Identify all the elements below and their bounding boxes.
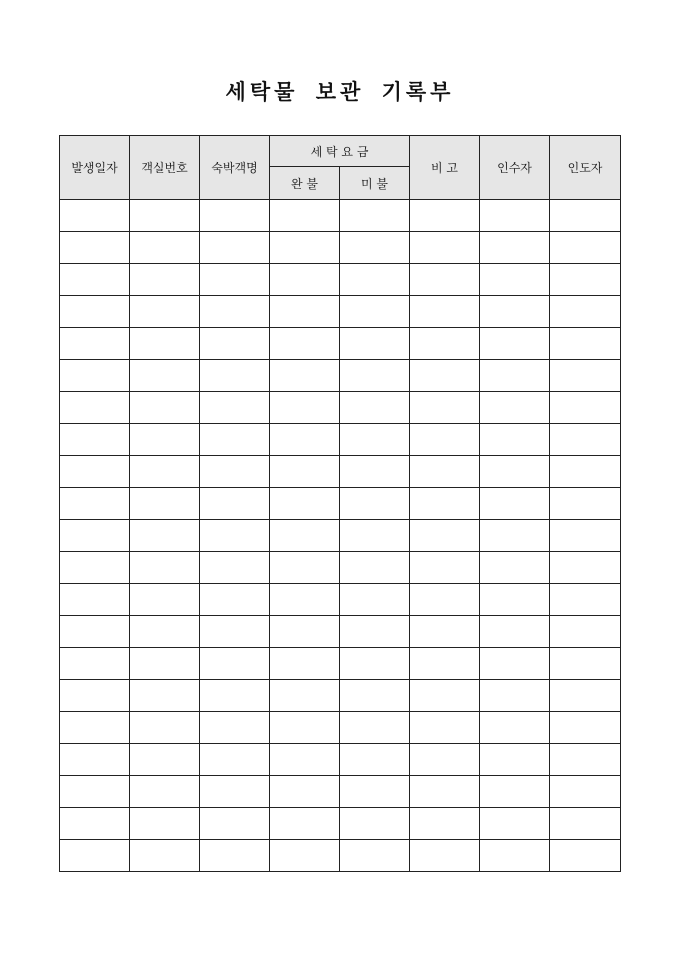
cell-deliverer[interactable] — [550, 424, 621, 456]
cell-fee-unpaid[interactable] — [340, 264, 410, 296]
cell-receiver[interactable] — [480, 616, 550, 648]
cell-receiver[interactable] — [480, 328, 550, 360]
cell-fee-unpaid[interactable] — [340, 616, 410, 648]
cell-fee-unpaid[interactable] — [340, 424, 410, 456]
cell-receiver[interactable] — [480, 232, 550, 264]
document-title: 세탁물 보관 기록부 — [225, 79, 455, 104]
cell-room-number[interactable] — [130, 200, 200, 232]
cell-receiver[interactable] — [480, 456, 550, 488]
cell-room-number[interactable] — [130, 808, 200, 840]
cell-fee-paid[interactable] — [270, 200, 340, 232]
cell-deliverer[interactable] — [550, 520, 621, 552]
cell-fee-paid[interactable] — [270, 744, 340, 776]
cell-date[interactable] — [60, 328, 130, 360]
cell-room-number[interactable] — [130, 424, 200, 456]
cell-remarks[interactable] — [410, 744, 480, 776]
cell-fee-paid[interactable] — [270, 328, 340, 360]
cell-date[interactable] — [60, 680, 130, 712]
table-row — [60, 552, 621, 584]
cell-fee-unpaid[interactable] — [340, 840, 410, 872]
cell-date[interactable] — [60, 648, 130, 680]
cell-receiver[interactable] — [480, 488, 550, 520]
cell-deliverer[interactable] — [550, 744, 621, 776]
cell-deliverer[interactable] — [550, 680, 621, 712]
cell-fee-unpaid[interactable] — [340, 520, 410, 552]
cell-guest-name[interactable] — [200, 776, 270, 808]
cell-guest-name[interactable] — [200, 424, 270, 456]
table-row — [60, 328, 621, 360]
cell-deliverer[interactable] — [550, 840, 621, 872]
cell-remarks[interactable] — [410, 776, 480, 808]
header-remarks: 비 고 — [410, 136, 480, 200]
cell-fee-paid[interactable] — [270, 808, 340, 840]
cell-fee-paid[interactable] — [270, 520, 340, 552]
table-row — [60, 648, 621, 680]
cell-fee-paid[interactable] — [270, 360, 340, 392]
cell-receiver[interactable] — [480, 264, 550, 296]
cell-date[interactable] — [60, 552, 130, 584]
cell-guest-name[interactable] — [200, 680, 270, 712]
cell-room-number[interactable] — [130, 712, 200, 744]
cell-guest-name[interactable] — [200, 744, 270, 776]
cell-deliverer[interactable] — [550, 552, 621, 584]
cell-fee-paid[interactable] — [270, 680, 340, 712]
cell-guest-name[interactable] — [200, 360, 270, 392]
cell-deliverer[interactable] — [550, 264, 621, 296]
cell-receiver[interactable] — [480, 200, 550, 232]
header-receiver: 인수자 — [480, 136, 550, 200]
header-deliverer: 인도자 — [550, 136, 621, 200]
cell-deliverer[interactable] — [550, 232, 621, 264]
table-row — [60, 456, 621, 488]
cell-fee-paid[interactable] — [270, 232, 340, 264]
cell-fee-unpaid[interactable] — [340, 392, 410, 424]
cell-date[interactable] — [60, 616, 130, 648]
cell-deliverer[interactable] — [550, 200, 621, 232]
cell-fee-unpaid[interactable] — [340, 744, 410, 776]
cell-fee-paid[interactable] — [270, 456, 340, 488]
cell-remarks[interactable] — [410, 552, 480, 584]
cell-fee-paid[interactable] — [270, 616, 340, 648]
cell-guest-name[interactable] — [200, 264, 270, 296]
header-date: 발생일자 — [60, 136, 130, 200]
cell-room-number[interactable] — [130, 296, 200, 328]
cell-fee-unpaid[interactable] — [340, 680, 410, 712]
cell-receiver[interactable] — [480, 744, 550, 776]
cell-guest-name[interactable] — [200, 200, 270, 232]
cell-guest-name[interactable] — [200, 392, 270, 424]
cell-fee-paid[interactable] — [270, 424, 340, 456]
cell-room-number[interactable] — [130, 264, 200, 296]
cell-guest-name[interactable] — [200, 648, 270, 680]
cell-guest-name[interactable] — [200, 488, 270, 520]
cell-room-number[interactable] — [130, 552, 200, 584]
cell-guest-name[interactable] — [200, 840, 270, 872]
table-row — [60, 520, 621, 552]
table-row — [60, 488, 621, 520]
cell-guest-name[interactable] — [200, 296, 270, 328]
cell-date[interactable] — [60, 840, 130, 872]
cell-date[interactable] — [60, 776, 130, 808]
cell-deliverer[interactable] — [550, 648, 621, 680]
cell-deliverer[interactable] — [550, 808, 621, 840]
cell-guest-name[interactable] — [200, 712, 270, 744]
cell-receiver[interactable] — [480, 424, 550, 456]
cell-receiver[interactable] — [480, 296, 550, 328]
cell-guest-name[interactable] — [200, 328, 270, 360]
table-row — [60, 392, 621, 424]
cell-fee-unpaid[interactable] — [340, 488, 410, 520]
cell-fee-unpaid[interactable] — [340, 712, 410, 744]
cell-fee-unpaid[interactable] — [340, 296, 410, 328]
cell-remarks[interactable] — [410, 296, 480, 328]
cell-receiver[interactable] — [480, 360, 550, 392]
header-room-number: 객실번호 — [130, 136, 200, 200]
cell-guest-name[interactable] — [200, 616, 270, 648]
cell-fee-paid[interactable] — [270, 488, 340, 520]
cell-room-number[interactable] — [130, 456, 200, 488]
cell-deliverer[interactable] — [550, 392, 621, 424]
cell-fee-paid[interactable] — [270, 584, 340, 616]
cell-fee-paid[interactable] — [270, 648, 340, 680]
cell-guest-name[interactable] — [200, 456, 270, 488]
ledger-body — [60, 200, 621, 872]
cell-fee-unpaid[interactable] — [340, 360, 410, 392]
cell-date[interactable] — [60, 424, 130, 456]
cell-remarks[interactable] — [410, 360, 480, 392]
table-row — [60, 360, 621, 392]
cell-date[interactable] — [60, 360, 130, 392]
cell-receiver[interactable] — [480, 776, 550, 808]
cell-room-number[interactable] — [130, 840, 200, 872]
cell-fee-unpaid[interactable] — [340, 776, 410, 808]
cell-remarks[interactable] — [410, 264, 480, 296]
cell-receiver[interactable] — [480, 648, 550, 680]
cell-guest-name[interactable] — [200, 808, 270, 840]
cell-guest-name[interactable] — [200, 232, 270, 264]
cell-date[interactable] — [60, 712, 130, 744]
cell-fee-unpaid[interactable] — [340, 808, 410, 840]
cell-remarks[interactable] — [410, 616, 480, 648]
cell-room-number[interactable] — [130, 776, 200, 808]
table-row — [60, 744, 621, 776]
cell-room-number[interactable] — [130, 648, 200, 680]
cell-room-number[interactable] — [130, 680, 200, 712]
cell-date[interactable] — [60, 744, 130, 776]
table-row — [60, 808, 621, 840]
table-row — [60, 776, 621, 808]
cell-fee-unpaid[interactable] — [340, 648, 410, 680]
cell-fee-unpaid[interactable] — [340, 552, 410, 584]
cell-receiver[interactable] — [480, 808, 550, 840]
cell-date[interactable] — [60, 488, 130, 520]
table-row — [60, 680, 621, 712]
cell-remarks[interactable] — [410, 808, 480, 840]
header-fee-unpaid: 미 불 — [340, 167, 410, 200]
cell-deliverer[interactable] — [550, 616, 621, 648]
cell-room-number[interactable] — [130, 584, 200, 616]
cell-room-number[interactable] — [130, 232, 200, 264]
cell-fee-paid[interactable] — [270, 392, 340, 424]
cell-date[interactable] — [60, 232, 130, 264]
cell-fee-paid[interactable] — [270, 840, 340, 872]
cell-remarks[interactable] — [410, 648, 480, 680]
laundry-ledger-table — [59, 135, 621, 872]
cell-receiver[interactable] — [480, 552, 550, 584]
table-row — [60, 584, 621, 616]
table-row — [60, 840, 621, 872]
cell-deliverer[interactable] — [550, 360, 621, 392]
cell-room-number[interactable] — [130, 520, 200, 552]
cell-guest-name[interactable] — [200, 520, 270, 552]
cell-remarks[interactable] — [410, 424, 480, 456]
cell-remarks[interactable] — [410, 232, 480, 264]
cell-fee-paid[interactable] — [270, 296, 340, 328]
table-row — [60, 712, 621, 744]
cell-remarks[interactable] — [410, 712, 480, 744]
cell-guest-name[interactable] — [200, 552, 270, 584]
cell-receiver[interactable] — [480, 840, 550, 872]
cell-fee-unpaid[interactable] — [340, 200, 410, 232]
cell-room-number[interactable] — [130, 328, 200, 360]
cell-date[interactable] — [60, 456, 130, 488]
header-laundry-fee: 세 탁 요 금 — [270, 136, 410, 167]
cell-fee-paid[interactable] — [270, 712, 340, 744]
cell-room-number[interactable] — [130, 360, 200, 392]
cell-room-number[interactable] — [130, 488, 200, 520]
cell-deliverer[interactable] — [550, 584, 621, 616]
cell-remarks[interactable] — [410, 328, 480, 360]
cell-remarks[interactable] — [410, 520, 480, 552]
cell-room-number[interactable] — [130, 392, 200, 424]
cell-fee-paid[interactable] — [270, 264, 340, 296]
cell-fee-unpaid[interactable] — [340, 232, 410, 264]
cell-receiver[interactable] — [480, 584, 550, 616]
table-row — [60, 616, 621, 648]
cell-fee-unpaid[interactable] — [340, 584, 410, 616]
cell-remarks[interactable] — [410, 456, 480, 488]
table-row — [60, 264, 621, 296]
cell-room-number[interactable] — [130, 616, 200, 648]
cell-deliverer[interactable] — [550, 296, 621, 328]
cell-receiver[interactable] — [480, 520, 550, 552]
cell-receiver[interactable] — [480, 392, 550, 424]
table-row — [60, 296, 621, 328]
cell-remarks[interactable] — [410, 392, 480, 424]
header-guest-name: 숙박객명 — [200, 136, 270, 200]
cell-deliverer[interactable] — [550, 456, 621, 488]
cell-fee-unpaid[interactable] — [340, 456, 410, 488]
table-row — [60, 200, 621, 232]
cell-deliverer[interactable] — [550, 328, 621, 360]
cell-date[interactable] — [60, 392, 130, 424]
cell-remarks[interactable] — [410, 488, 480, 520]
cell-room-number[interactable] — [130, 744, 200, 776]
cell-deliverer[interactable] — [550, 488, 621, 520]
cell-date[interactable] — [60, 200, 130, 232]
cell-remarks[interactable] — [410, 200, 480, 232]
table-row — [60, 232, 621, 264]
cell-remarks[interactable] — [410, 840, 480, 872]
cell-receiver[interactable] — [480, 680, 550, 712]
cell-deliverer[interactable] — [550, 712, 621, 744]
cell-deliverer[interactable] — [550, 776, 621, 808]
cell-date[interactable] — [60, 520, 130, 552]
cell-guest-name[interactable] — [200, 584, 270, 616]
cell-remarks[interactable] — [410, 584, 480, 616]
cell-remarks[interactable] — [410, 680, 480, 712]
table-row — [60, 424, 621, 456]
header-fee-paid: 완 불 — [270, 167, 340, 200]
cell-receiver[interactable] — [480, 712, 550, 744]
cell-date[interactable] — [60, 296, 130, 328]
cell-date[interactable] — [60, 808, 130, 840]
cell-fee-unpaid[interactable] — [340, 328, 410, 360]
cell-date[interactable] — [60, 264, 130, 296]
cell-fee-paid[interactable] — [270, 776, 340, 808]
cell-date[interactable] — [60, 584, 130, 616]
cell-fee-paid[interactable] — [270, 552, 340, 584]
